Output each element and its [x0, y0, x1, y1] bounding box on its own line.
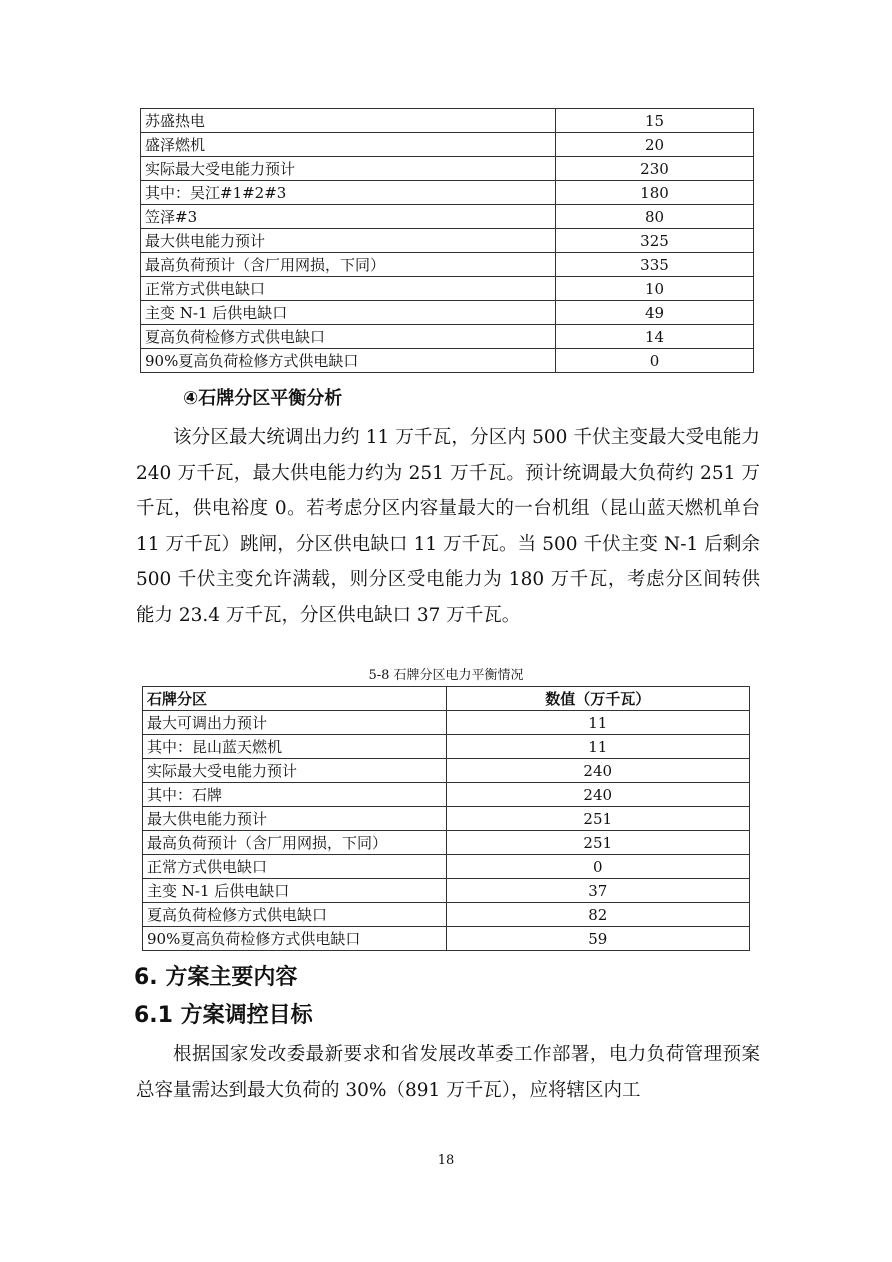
table-row: [143, 735, 750, 759]
row-value-cell: 14: [556, 325, 754, 349]
row-label-cell: 最大供电能力预计: [143, 807, 447, 831]
row-value-cell: 251: [446, 831, 750, 855]
row-label-cell: 夏高负荷检修方式供电缺口: [141, 325, 556, 349]
row-value-cell: 37: [446, 879, 750, 903]
table-row: [141, 109, 754, 133]
table-row: [143, 855, 750, 879]
row-value-cell: 10: [556, 277, 754, 301]
table-row: [143, 759, 750, 783]
table-caption: 5-8 石牌分区电力平衡情况: [368, 668, 524, 683]
row-label-cell: 盛泽燃机: [141, 133, 556, 157]
row-label-cell: 笠泽#3: [141, 205, 556, 229]
header-label-cell: 石牌分区: [143, 687, 447, 711]
row-value-cell: 180: [556, 181, 754, 205]
row-label-cell: 90%夏高负荷检修方式供电缺口: [141, 349, 556, 373]
row-label-cell: 90%夏高负荷检修方式供电缺口: [143, 927, 447, 951]
row-label-cell: 正常方式供电缺口: [143, 855, 447, 879]
table-row: [141, 253, 754, 277]
row-value-cell: 240: [446, 783, 750, 807]
table-row: [141, 229, 754, 253]
row-label-cell: 实际最大受电能力预计: [143, 759, 447, 783]
section-heading-shipai: ④石牌分区平衡分析: [183, 388, 343, 409]
row-value-cell: 15: [556, 109, 754, 133]
row-label-cell: 主变 N-1 后供电缺口: [141, 301, 556, 325]
table-row: [141, 205, 754, 229]
table-row: [141, 349, 754, 373]
row-value-cell: 230: [556, 157, 754, 181]
table-row: [141, 277, 754, 301]
row-label-cell: 其中：石牌: [143, 783, 447, 807]
table-row: [143, 927, 750, 951]
table-row: [143, 831, 750, 855]
table-row: [143, 903, 750, 927]
header-value-cell: 数值（万千瓦）: [446, 687, 750, 711]
row-value-cell: 240: [446, 759, 750, 783]
paragraph-shipai-analysis: 该分区最大统调出力约 11 万千瓦，分区内 500 千伏主变最大受电能力 240 万千瓦，最大供电能力约为 251 万千瓦。预计统调最大负荷约 251 万千瓦，供电裕度 0。若考虑分区内容量最大的一台机组（昆山蓝天燃机单台 11 万千瓦）跳闸，分区供电缺口 11 万千瓦。当 500 千伏主变 N-1 后剩余 500 千伏主变允许满载，则分区受电能力为 180 万千瓦，考虑分区间转供能力 23.4 万千瓦，分区供电缺口 37 万千瓦。: [136, 427, 760, 626]
table-row: [141, 133, 754, 157]
row-value-cell: 80: [556, 205, 754, 229]
table-header-row: [143, 687, 750, 711]
section-heading-6: 6. 方案主要内容: [134, 965, 298, 990]
row-label-cell: 最高负荷预计（含厂用网损，下同）: [141, 253, 556, 277]
row-value-cell: 49: [556, 301, 754, 325]
row-value-cell: 11: [446, 711, 750, 735]
row-value-cell: 325: [556, 229, 754, 253]
row-value-cell: 59: [446, 927, 750, 951]
table-row: [141, 181, 754, 205]
row-label-cell: 其中：昆山蓝天燃机: [143, 735, 447, 759]
table-row: [141, 157, 754, 181]
table-row: [141, 301, 754, 325]
table-row: [143, 783, 750, 807]
row-value-cell: 20: [556, 133, 754, 157]
row-label-cell: 夏高负荷检修方式供电缺口: [143, 903, 447, 927]
page-number: 18: [437, 1153, 455, 1168]
table-row: [141, 325, 754, 349]
row-value-cell: 251: [446, 807, 750, 831]
row-value-cell: 0: [556, 349, 754, 373]
row-label-cell: 实际最大受电能力预计: [141, 157, 556, 181]
row-label-cell: 其中：吴江#1#2#3: [141, 181, 556, 205]
row-label-cell: 正常方式供电缺口: [141, 277, 556, 301]
table-row: [143, 879, 750, 903]
row-value-cell: 11: [446, 735, 750, 759]
table-shipai-balance: [142, 686, 750, 951]
row-label-cell: 主变 N-1 后供电缺口: [143, 879, 447, 903]
section-heading-6-1: 6.1 方案调控目标: [134, 1003, 313, 1028]
row-label-cell: 苏盛热电: [141, 109, 556, 133]
table-top-partial: [140, 108, 754, 373]
row-value-cell: 0: [446, 855, 750, 879]
table-row: [143, 711, 750, 735]
row-value-cell: 82: [446, 903, 750, 927]
paragraph-control-target: 根据国家发改委最新要求和省发展改革委工作部署，电力负荷管理预案总容量需达到最大负荷的 30%（891 万千瓦），应将辖区内工: [136, 1044, 760, 1101]
row-label-cell: 最大可调出力预计: [143, 711, 447, 735]
row-label-cell: 最高负荷预计（含厂用网损，下同）: [143, 831, 447, 855]
row-label-cell: 最大供电能力预计: [141, 229, 556, 253]
table-row: [143, 807, 750, 831]
row-value-cell: 335: [556, 253, 754, 277]
